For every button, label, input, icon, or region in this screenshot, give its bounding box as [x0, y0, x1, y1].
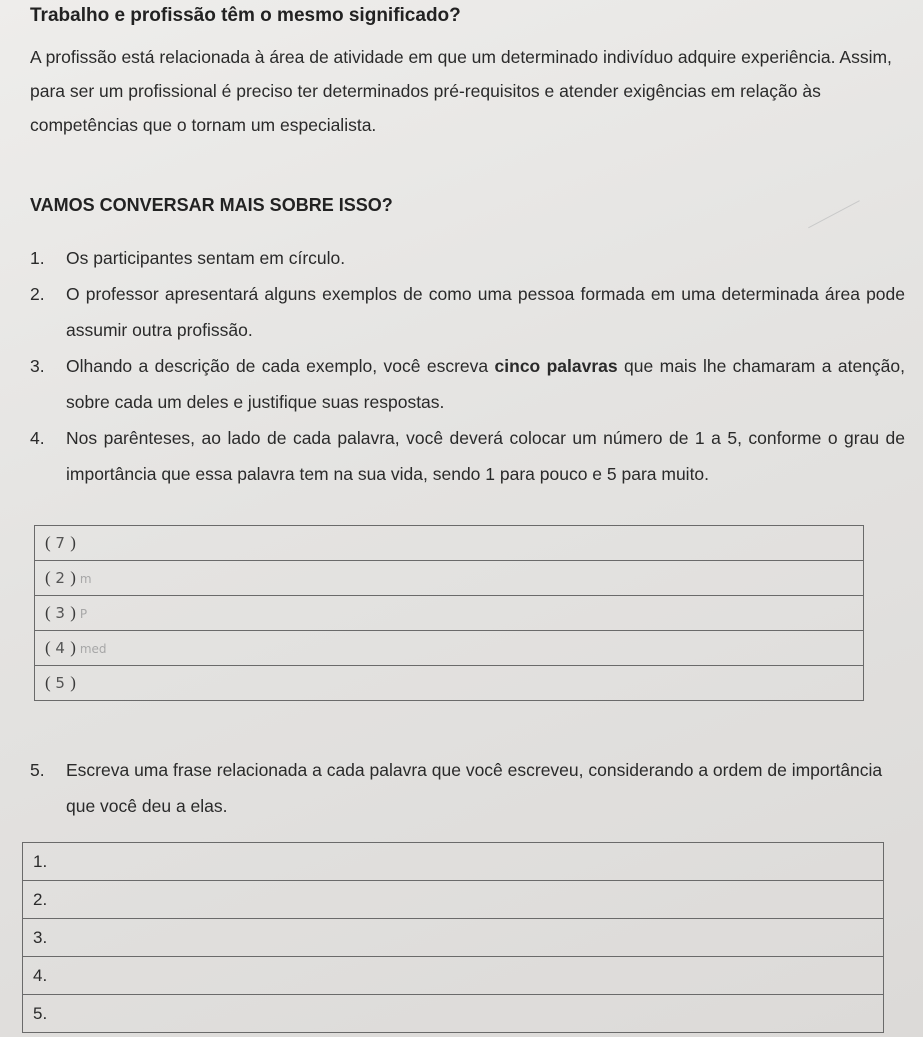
table-row [23, 919, 884, 957]
instruction-text: Nos parênteses, ao lado de cada palavra, você deverá colocar um número de 1 a 5, conforme o grau de importância que essa palavra tem na sua vida, sendo 1 para pouco e 5 para muito. [66, 428, 905, 484]
instruction-item-4 [30, 420, 905, 492]
instruction-item-2 [30, 276, 905, 348]
instruction-item-3 [30, 348, 905, 420]
word-cell[interactable]: ( 2 ) m [35, 561, 864, 596]
instruction-item-1 [30, 240, 905, 276]
handwritten-word: m [79, 572, 92, 586]
word-rating-table [34, 525, 864, 701]
table-row [35, 631, 864, 666]
instruction-item-5 [30, 752, 910, 824]
rating-number: 7 [55, 534, 66, 552]
instruction-text: Escreva uma frase relacionada a cada palavra que você escreveu, considerando a ordem de importância que você deu a elas. [66, 760, 883, 816]
table-row [35, 666, 864, 701]
sentence-cell[interactable]: 2. [23, 881, 884, 919]
rating-number: 3 [55, 604, 66, 622]
table-row [23, 881, 884, 919]
table-row [35, 561, 864, 596]
word-cell[interactable]: ( 5 ) [35, 666, 864, 701]
sentence-table [22, 842, 884, 1033]
rating-number: 5 [55, 674, 66, 692]
sentence-cell[interactable]: 5. [23, 995, 884, 1033]
table-row [23, 957, 884, 995]
word-cell[interactable]: ( 4 ) med [35, 631, 864, 666]
intro-paragraph: A profissão está relacionada à área de atividade em que um determinado indivíduo adquire experiência. Assim, para ser um profissional é preciso ter determinados pré-requisitos e atender exigências em relação às competências que o tornam um especialista. [30, 47, 892, 135]
instruction-number: 2. [30, 284, 45, 304]
instruction-text: que mais lhe chamaram a atenção, sobre cada um deles e justifique suas respostas. [66, 356, 905, 412]
sentence-cell[interactable]: 3. [23, 919, 884, 957]
instruction-number: 5. [30, 760, 45, 780]
section-title: VAMOS CONVERSAR MAIS SOBRE ISSO? [30, 195, 393, 215]
instruction-number: 4. [30, 428, 45, 448]
page-title: Trabalho e profissão têm o mesmo significado? [30, 5, 461, 26]
handwritten-word: med [79, 642, 107, 656]
handwritten-word: P [79, 607, 88, 621]
instruction-number: 1. [30, 248, 45, 268]
instruction-list [30, 240, 905, 492]
word-cell[interactable]: ( 7 ) [35, 526, 864, 561]
table-row [23, 995, 884, 1033]
table-row [23, 843, 884, 881]
table-row [35, 526, 864, 561]
instruction-keyword: cinco palavras [494, 356, 618, 376]
rating-number: 2 [55, 569, 66, 587]
table-row [35, 596, 864, 631]
instruction-text: Os participantes sentam em círculo. [66, 248, 346, 268]
word-cell[interactable]: ( 3 ) P [35, 596, 864, 631]
instruction-number: 3. [30, 356, 45, 376]
sentence-cell[interactable]: 1. [23, 843, 884, 881]
instruction-text: O professor apresentará alguns exemplos de como uma pessoa formada em uma determinada área pode assumir outra profissão. [66, 284, 905, 340]
sentence-cell[interactable]: 4. [23, 957, 884, 995]
rating-number: 4 [55, 639, 66, 657]
instruction-text: Olhando a descrição de cada exemplo, você escreva [66, 356, 495, 376]
